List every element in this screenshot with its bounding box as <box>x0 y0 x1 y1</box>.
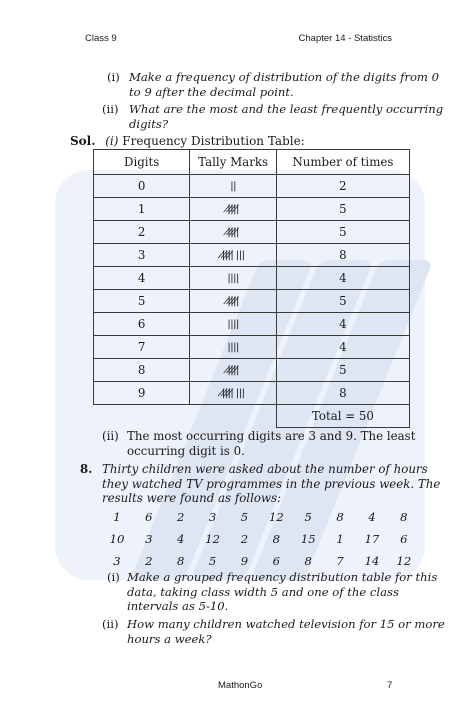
tally-cell: || <box>190 175 277 198</box>
count-cell: 4 <box>276 267 409 290</box>
total-cell: Total = 50 <box>276 405 409 428</box>
table-row <box>94 175 410 198</box>
answer-ii <box>102 429 422 459</box>
question-8-i-line3: intervals as 5-10. <box>127 599 229 613</box>
data-row <box>103 532 418 554</box>
digit-cell: 7 <box>94 336 190 359</box>
data-value: 2 <box>145 554 153 568</box>
question-8-ii-line1: How many children watched television for 15 or more <box>127 617 445 631</box>
table-row <box>94 382 410 405</box>
table-row <box>94 198 410 221</box>
digit-cell: 4 <box>94 267 190 290</box>
header-digits: Digits <box>94 150 190 175</box>
question-ii-line1: What are the most and the least frequently occurring <box>129 102 444 116</box>
data-value: 5 <box>208 554 217 568</box>
data-value: 12 <box>396 554 412 568</box>
data-value: 9 <box>240 554 249 568</box>
data-value: 4 <box>177 532 185 546</box>
data-value: 3 <box>145 532 153 546</box>
digit-cell: 6 <box>94 313 190 336</box>
data-value: 15 <box>300 532 316 546</box>
data-value: 1 <box>336 532 344 546</box>
table-row <box>94 336 410 359</box>
blank-cell <box>94 405 190 428</box>
data-value: 8 <box>177 554 185 568</box>
data-value: 2 <box>177 510 185 524</box>
table-row <box>94 221 410 244</box>
question-ii <box>102 102 443 131</box>
data-row <box>103 510 418 532</box>
digit-cell: 1 <box>94 198 190 221</box>
question-ii-line2: digits? <box>129 116 169 131</box>
data-value: 3 <box>113 554 121 568</box>
data-value: 4 <box>368 510 376 524</box>
question-8-number: 8. <box>80 462 93 476</box>
question-i-line2: to 9 after the decimal point. <box>129 84 294 99</box>
count-cell: 5 <box>276 198 409 221</box>
question-8-i-number: (i) <box>107 570 120 584</box>
data-value: 8 <box>304 554 312 568</box>
data-value: 12 <box>268 510 284 524</box>
count-cell: 8 <box>276 244 409 267</box>
solution-label: Sol. <box>70 134 96 148</box>
table-row <box>94 290 410 313</box>
question-i-number: (i) <box>107 70 120 84</box>
footer-page-number: 7 <box>387 680 393 691</box>
data-value: 6 <box>400 532 408 546</box>
digit-cell: 9 <box>94 382 190 405</box>
frequency-table <box>93 149 410 428</box>
question-8-line1: Thirty children were asked about the number of hours <box>102 462 428 476</box>
answer-ii-number: (ii) <box>102 429 119 443</box>
tally-cell: |̸|̸|̸|̸ <box>190 221 277 244</box>
data-value: 1 <box>113 510 121 524</box>
question-i <box>107 70 439 99</box>
tally-cell: |̸|̸|̸|̸ <box>190 359 277 382</box>
tally-cell: |̸|̸|̸|̸ <box>190 290 277 313</box>
tally-cell: |||| <box>190 267 277 290</box>
question-ii-number: (ii) <box>102 102 119 116</box>
count-cell: 4 <box>276 336 409 359</box>
tally-cell: |||| <box>190 336 277 359</box>
count-cell: 2 <box>276 175 409 198</box>
data-value: 14 <box>364 554 380 568</box>
header-tally: Tally Marks <box>190 150 277 175</box>
data-value: 8 <box>336 510 344 524</box>
footer-brand: MathonGo <box>218 680 263 691</box>
solution-heading <box>70 134 305 148</box>
count-cell: 4 <box>276 313 409 336</box>
question-8-i <box>107 570 437 614</box>
data-value: 7 <box>336 554 344 568</box>
data-value: 5 <box>304 510 312 524</box>
table-row <box>94 267 410 290</box>
count-cell: 5 <box>276 359 409 382</box>
question-8-line2: they watched TV programmes in the previous week. The <box>102 476 441 491</box>
data-value: 6 <box>272 554 281 568</box>
question-8-ii-number: (ii) <box>102 617 119 631</box>
blank-cell <box>190 405 277 428</box>
data-value: 6 <box>145 510 153 524</box>
table-row <box>94 244 410 267</box>
count-cell: 5 <box>276 290 409 313</box>
answer-ii-line2: occurring digit is 0. <box>127 444 245 458</box>
solution-title: Frequency Distribution Table: <box>122 134 305 148</box>
tally-cell: |̸|̸|̸|̸ ||| <box>190 382 277 405</box>
question-8 <box>80 462 440 506</box>
header-chapter: Chapter 14 - Statistics <box>298 33 392 44</box>
question-8-line3: results were found as follows: <box>102 491 282 505</box>
digit-cell: 0 <box>94 175 190 198</box>
data-value: 10 <box>109 532 125 546</box>
header-count: Number of times <box>276 150 409 175</box>
answer-ii-line1: The most occurring digits are 3 and 9. The least <box>127 429 416 443</box>
table-header-row <box>94 150 410 175</box>
question-i-line1: Make a frequency of distribution of the digits from 0 <box>129 70 439 84</box>
digit-cell: 2 <box>94 221 190 244</box>
tally-cell: |̸|̸|̸|̸ <box>190 198 277 221</box>
data-value: 8 <box>272 532 281 546</box>
count-cell: 5 <box>276 221 409 244</box>
question-8-ii <box>102 617 445 646</box>
count-cell: 8 <box>276 382 409 405</box>
tally-cell: |||| <box>190 313 277 336</box>
header-class: Class 9 <box>85 33 117 44</box>
data-value: 12 <box>205 532 220 546</box>
data-value: 3 <box>208 510 217 524</box>
question-8-i-line1: Make a grouped frequency distribution table for this <box>127 570 438 584</box>
digit-cell: 3 <box>94 244 190 267</box>
digit-cell: 8 <box>94 359 190 382</box>
total-row <box>94 405 410 428</box>
tally-cell: |̸|̸|̸|̸ ||| <box>190 244 277 267</box>
data-value: 2 <box>240 532 249 546</box>
question-8-i-line2: data, taking class width 5 and one of the class <box>127 584 399 599</box>
data-value: 17 <box>364 532 380 546</box>
data-value: 8 <box>400 510 408 524</box>
table-row <box>94 313 410 336</box>
digit-cell: 5 <box>94 290 190 313</box>
table-row <box>94 359 410 382</box>
data-value: 5 <box>240 510 249 524</box>
solution-part: (i) <box>105 134 119 148</box>
hours-data-grid <box>103 510 418 576</box>
question-8-ii-line2: hours a week? <box>127 631 212 646</box>
